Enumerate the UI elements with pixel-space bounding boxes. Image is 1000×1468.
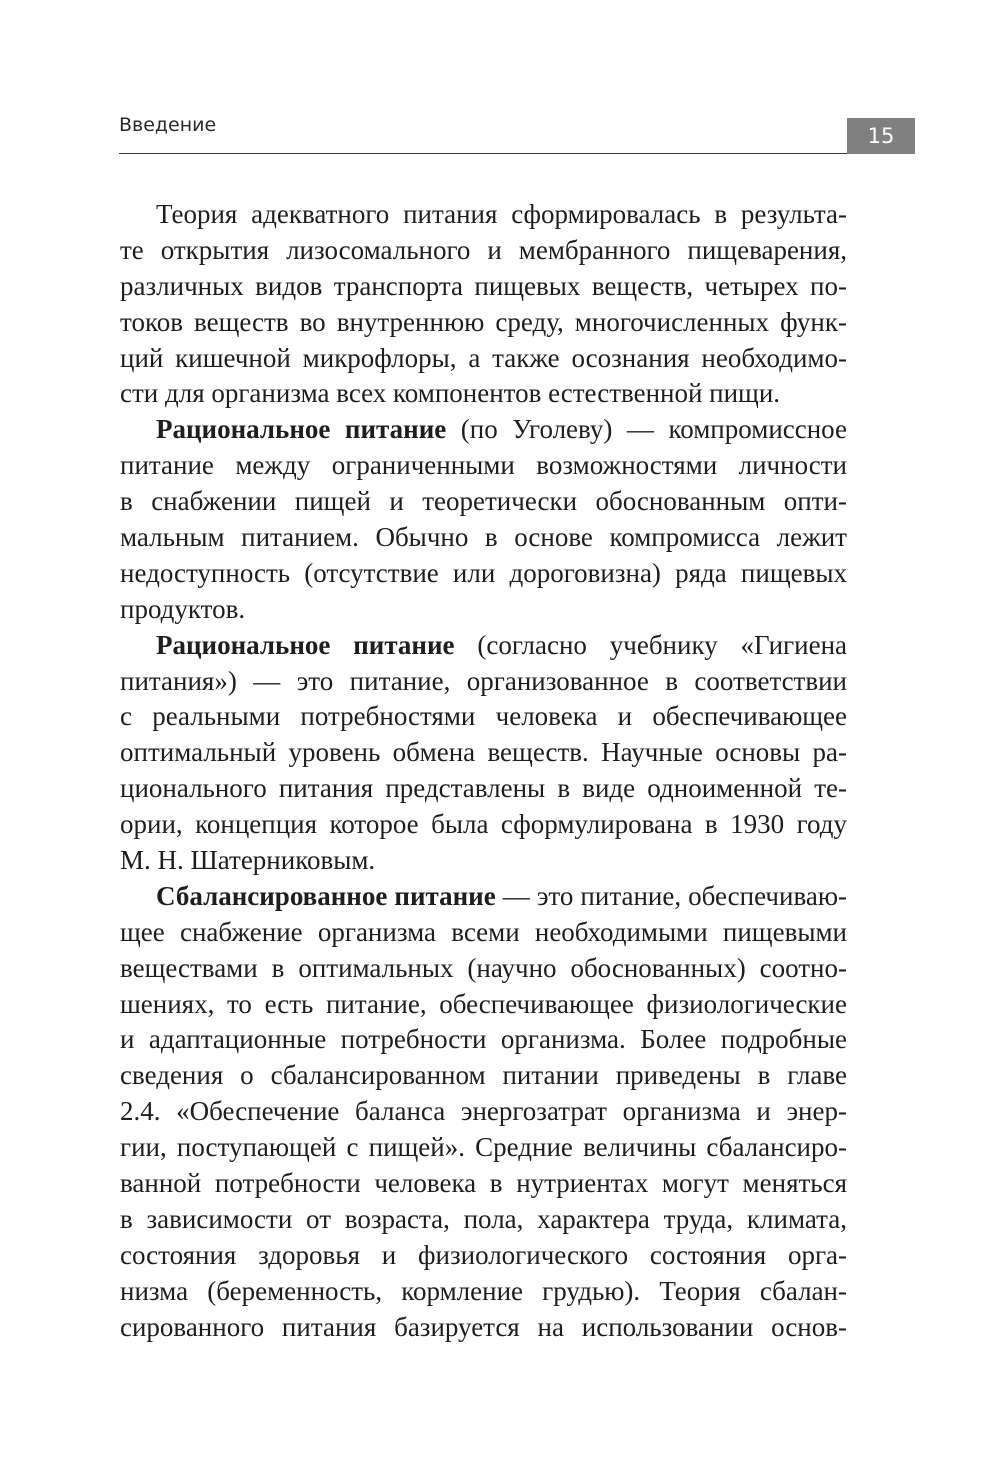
paragraph-3-line: с реальными потребностями человека и обеспечивающее — [120, 701, 847, 732]
paragraph-4-first-line — [120, 879, 847, 915]
paragraph-3-first-line — [120, 628, 847, 664]
paragraph-1-line: те открытия лизосомального и мембранного пищеварения, — [120, 234, 847, 265]
paragraph-4-line: 2.4. «Обеспечение баланса энергозатрат организма и энер- — [120, 1096, 847, 1127]
paragraph-3-line: М. Н. Шатерниковым. — [120, 845, 376, 876]
paragraph-3-line-rest: (согласно учебнику «Гигиена — [454, 629, 847, 660]
paragraph-4-line: состояния здоровья и физиологического состояния орга- — [120, 1239, 847, 1270]
paragraph-2-line: продуктов. — [120, 593, 246, 624]
paragraph-4-line: веществами в оптимальных (научно обоснованных) соотно- — [120, 952, 847, 983]
paragraph-1-line: сти для организма всех компонентов естественной пищи. — [120, 378, 781, 409]
running-header-title: Введение — [119, 114, 217, 136]
paragraph-4-line: гии, поступающей с пищей». Средние величины сбалансиро- — [120, 1132, 847, 1163]
term-rational-nutrition: Рациональное питание — [156, 414, 447, 445]
paragraph-2-first-line — [120, 412, 847, 448]
paragraph-4-line: щее снабжение организма всеми необходимыми пищевыми — [120, 916, 847, 947]
paragraph-3-line: ционального питания представлены в виде одноименной те- — [120, 773, 847, 804]
paragraph-2-line: питание между ограниченными возможностями личности — [120, 450, 847, 481]
paragraph-4-line: в зависимости от возраста, пола, характера труда, климата, — [120, 1203, 847, 1234]
body-text — [120, 197, 847, 1346]
paragraph-4-line: низма (беременность, кормление грудью). Теория сбалан- — [120, 1275, 847, 1306]
term-rational-nutrition-textbook: Рациональное питание — [156, 629, 455, 660]
paragraph-4-line: ванной потребности человека в нутриентах могут меняться — [120, 1168, 847, 1199]
paragraph-4-line: и адаптационные потребности организма. Более подробные — [120, 1024, 847, 1055]
paragraph-2-line: в снабжении пищей и теоретически обоснованным опти- — [120, 486, 847, 517]
paragraph-3-line: питания») — это питание, организованное в соответствии — [120, 665, 847, 696]
paragraph-4-line-rest: — это питание, обеспечиваю- — [495, 880, 847, 911]
paragraph-2-line: мальным питанием. Обычно в основе компромисса лежит — [120, 522, 847, 553]
page-number-badge: 15 — [847, 118, 915, 154]
term-balanced-nutrition: Сбалансированное питание — [156, 880, 496, 911]
paragraph-2-line-rest: (по Уголеву) — компромиссное — [446, 414, 847, 445]
paragraph-1-line: ций кишечной микрофлоры, а также осознания необходимо- — [120, 342, 847, 373]
paragraph-1-line: Теория адекватного питания сформировалась в результа- — [156, 199, 847, 229]
paragraph-1-line: различных видов транспорта пищевых веществ, четырех по- — [120, 270, 847, 301]
paragraph-4-line: сведения о сбалансированном питании приведены в главе — [120, 1060, 847, 1091]
paragraph-3-line: оптимальный уровень обмена веществ. Научные основы ра- — [120, 737, 847, 768]
header-divider — [119, 153, 915, 154]
paragraph-2-line: недоступность (отсутствие или дороговизна) ряда пищевых — [120, 557, 847, 588]
paragraph-3-line: ории, концепция которое была сформулирована в 1930 году — [120, 809, 847, 840]
paragraph-1-line: токов веществ во внутреннюю среду, многочисленных функ- — [120, 306, 847, 337]
paragraph-4-line: сированного питания базируется на использовании основ- — [120, 1311, 847, 1342]
paragraph-4-line: шениях, то есть питание, обеспечивающее физиологические — [120, 988, 847, 1019]
